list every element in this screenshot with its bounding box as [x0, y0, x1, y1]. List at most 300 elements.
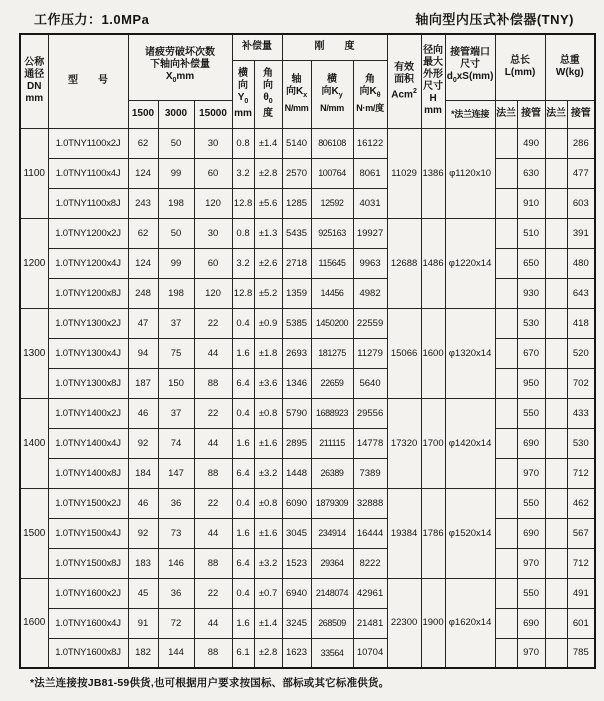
ky-cell: 234914 — [311, 518, 353, 548]
y0-cell: 6.1 — [232, 638, 254, 668]
spec-row — [20, 308, 595, 338]
theta0-cell: ±3.2 — [254, 548, 282, 578]
theta0-cell: ±1.4 — [254, 608, 282, 638]
ktheta-cell: 32888 — [353, 488, 387, 518]
length-pipe-cell: 550 — [517, 398, 545, 428]
weight-flange-cell — [545, 398, 567, 428]
col-header-port-size: 接管端口 尺寸 $d_0xS(mm)$ — [445, 34, 495, 100]
y0-cell: 0.4 — [232, 398, 254, 428]
length-flange-cell — [495, 638, 517, 668]
theta0-cell: ±0.7 — [254, 578, 282, 608]
length-flange-cell — [495, 458, 517, 488]
x0-15000-cell: 44 — [194, 608, 232, 638]
kx-cell: 3045 — [282, 518, 311, 548]
theta0-cell: ±3.6 — [254, 368, 282, 398]
ky-cell: 115645 — [311, 248, 353, 278]
weight-flange-cell — [545, 518, 567, 548]
pressure-label: 工作压力：1.0MPa — [34, 12, 150, 27]
ktheta-cell: 4031 — [353, 188, 387, 218]
x0-15000-cell: 30 — [194, 218, 232, 248]
h-cell: 1600 — [421, 308, 445, 398]
y0-cell: 0.4 — [232, 308, 254, 338]
col-header-radial-dim: 径向 最大 外形 尺寸 H mm — [421, 34, 445, 128]
length-flange-cell — [495, 308, 517, 338]
weight-flange-cell — [545, 488, 567, 518]
length-flange-cell — [495, 518, 517, 548]
length-pipe-cell: 930 — [517, 278, 545, 308]
x0-1500-cell: 124 — [128, 248, 158, 278]
ky-cell: 26389 — [311, 458, 353, 488]
weight-pipe-cell: 712 — [567, 548, 595, 578]
ky-cell: 14456 — [311, 278, 353, 308]
theta0-cell: ±1.4 — [254, 128, 282, 158]
theta0-cell: ±1.6 — [254, 428, 282, 458]
x0-1500-cell: 92 — [128, 428, 158, 458]
length-pipe-cell: 970 — [517, 638, 545, 668]
title-bar — [0, 0, 604, 33]
weight-pipe-cell: 712 — [567, 458, 595, 488]
ktheta-cell: 11279 — [353, 338, 387, 368]
ktheta-cell: 14778 — [353, 428, 387, 458]
x0-1500-cell: 92 — [128, 518, 158, 548]
footnote: *法兰连接按JB81-59供货,也可根据用户要求按国标、部标或其它标准供货。 — [30, 677, 390, 689]
theta0-cell: ±0.8 — [254, 398, 282, 428]
dn-cell: 1300 — [20, 308, 48, 398]
model-cell: 1.0TNY1100x4J — [48, 158, 128, 188]
ky-cell: 100764 — [311, 158, 353, 188]
x0-3000-cell: 37 — [158, 398, 194, 428]
dn-cell: 1100 — [20, 128, 48, 218]
col-header-ky: 横 向$K_y$ N/mm — [311, 60, 353, 128]
spec-row — [20, 458, 595, 488]
model-cell: 1.0TNY1100x8J — [48, 188, 128, 218]
x0-1500-cell: 94 — [128, 338, 158, 368]
model-cell: 1.0TNY1200x4J — [48, 248, 128, 278]
ky-cell: 33564 — [311, 638, 353, 668]
y0-cell: 6.4 — [232, 368, 254, 398]
page-title: 轴向型内压式补偿器(TNY) — [415, 12, 574, 27]
weight-flange-cell — [545, 278, 567, 308]
spec-row — [20, 638, 595, 668]
model-cell: 1.0TNY1400x8J — [48, 458, 128, 488]
kx-cell: 3245 — [282, 608, 311, 638]
ktheta-cell: 19927 — [353, 218, 387, 248]
kx-cell: 2718 — [282, 248, 311, 278]
area-cell: 15066 — [387, 308, 421, 398]
y0-cell: 0.8 — [232, 128, 254, 158]
ky-cell: 1688923 — [311, 398, 353, 428]
length-pipe-cell: 550 — [517, 488, 545, 518]
theta0-cell: ±3.2 — [254, 458, 282, 488]
length-pipe-cell: 910 — [517, 188, 545, 218]
y0-cell: 3.2 — [232, 158, 254, 188]
y0-cell: 0.4 — [232, 578, 254, 608]
ktheta-cell: 9963 — [353, 248, 387, 278]
col-header-model: 型 号 — [48, 34, 128, 128]
h-cell: 1386 — [421, 128, 445, 218]
dn-cell: 1500 — [20, 488, 48, 578]
ktheta-cell: 29556 — [353, 398, 387, 428]
theta0-cell: ±2.6 — [254, 248, 282, 278]
ky-cell: 181275 — [311, 338, 353, 368]
weight-pipe-cell: 603 — [567, 188, 595, 218]
length-flange-cell — [495, 128, 517, 158]
ktheta-cell: 8222 — [353, 548, 387, 578]
weight-pipe-cell: 477 — [567, 158, 595, 188]
y0-cell: 6.4 — [232, 548, 254, 578]
kx-cell: 1285 — [282, 188, 311, 218]
x0-15000-cell: 60 — [194, 248, 232, 278]
weight-pipe-cell: 530 — [567, 428, 595, 458]
col-header-fatigue-group: 诸疲劳破坏次数 下轴向补偿量 $X_0mm$ — [128, 34, 232, 100]
kx-cell: 1623 — [282, 638, 311, 668]
area-cell: 12688 — [387, 218, 421, 308]
model-cell: 1.0TNY1200x2J — [48, 218, 128, 248]
kx-cell: 5790 — [282, 398, 311, 428]
port-size-cell: φ1520x14 — [445, 488, 495, 578]
x0-3000-cell: 37 — [158, 308, 194, 338]
h-cell: 1700 — [421, 398, 445, 488]
ktheta-cell: 22559 — [353, 308, 387, 338]
x0-3000-cell: 150 — [158, 368, 194, 398]
col-header-stiffness-group: 刚 度 — [282, 34, 387, 60]
ky-cell: 1879309 — [311, 488, 353, 518]
x0-3000-cell: 99 — [158, 248, 194, 278]
weight-pipe-cell: 702 — [567, 368, 595, 398]
col-header-cycles-15000: 15000 — [194, 100, 232, 128]
model-cell: 1.0TNY1500x2J — [48, 488, 128, 518]
x0-15000-cell: 22 — [194, 308, 232, 338]
length-flange-cell — [495, 188, 517, 218]
length-pipe-cell: 970 — [517, 548, 545, 578]
model-cell: 1.0TNY1100x2J — [48, 128, 128, 158]
theta0-cell: ±2.8 — [254, 638, 282, 668]
length-pipe-cell: 690 — [517, 608, 545, 638]
kx-cell: 1448 — [282, 458, 311, 488]
weight-pipe-cell: 520 — [567, 338, 595, 368]
model-cell: 1.0TNY1400x2J — [48, 398, 128, 428]
theta0-cell: ±5.6 — [254, 188, 282, 218]
weight-pipe-cell: 601 — [567, 608, 595, 638]
port-size-cell: φ1420x14 — [445, 398, 495, 488]
ky-cell: 29364 — [311, 548, 353, 578]
spec-row — [20, 488, 595, 518]
port-size-cell: φ1620x14 — [445, 578, 495, 668]
ktheta-cell: 10704 — [353, 638, 387, 668]
length-flange-cell — [495, 428, 517, 458]
spec-row — [20, 518, 595, 548]
col-header-weight-pipe: 接管 — [567, 100, 595, 128]
spec-row — [20, 338, 595, 368]
x0-3000-cell: 99 — [158, 158, 194, 188]
x0-15000-cell: 88 — [194, 368, 232, 398]
spec-row — [20, 188, 595, 218]
col-header-cycles-3000: 3000 — [158, 100, 194, 128]
x0-1500-cell: 243 — [128, 188, 158, 218]
length-pipe-cell: 670 — [517, 338, 545, 368]
kx-cell: 5435 — [282, 218, 311, 248]
spec-row — [20, 428, 595, 458]
y0-cell: 12.8 — [232, 278, 254, 308]
ktheta-cell: 16122 — [353, 128, 387, 158]
y0-cell: 1.6 — [232, 428, 254, 458]
weight-flange-cell — [545, 338, 567, 368]
x0-1500-cell: 62 — [128, 128, 158, 158]
theta0-cell: ±5.2 — [254, 278, 282, 308]
length-flange-cell — [495, 488, 517, 518]
length-flange-cell — [495, 278, 517, 308]
kx-cell: 2693 — [282, 338, 311, 368]
x0-3000-cell: 73 — [158, 518, 194, 548]
col-header-weight-flange: 法兰 — [545, 100, 567, 128]
col-header-total-length: 总长 L(mm) — [495, 34, 545, 100]
theta0-cell: ±1.8 — [254, 338, 282, 368]
x0-15000-cell: 30 — [194, 128, 232, 158]
x0-1500-cell: 62 — [128, 218, 158, 248]
weight-flange-cell — [545, 218, 567, 248]
ky-cell: 211115 — [311, 428, 353, 458]
y0-cell: 0.4 — [232, 488, 254, 518]
model-cell: 1.0TNY1300x4J — [48, 338, 128, 368]
y0-cell: 12.8 — [232, 188, 254, 218]
h-cell: 1486 — [421, 218, 445, 308]
length-pipe-cell: 950 — [517, 368, 545, 398]
spec-row — [20, 368, 595, 398]
kx-cell: 1346 — [282, 368, 311, 398]
weight-flange-cell — [545, 248, 567, 278]
x0-1500-cell: 46 — [128, 488, 158, 518]
kx-cell: 6090 — [282, 488, 311, 518]
model-cell: 1.0TNY1200x8J — [48, 278, 128, 308]
theta0-cell: ±1.6 — [254, 518, 282, 548]
kx-cell: 1523 — [282, 548, 311, 578]
x0-3000-cell: 36 — [158, 578, 194, 608]
ktheta-cell: 4982 — [353, 278, 387, 308]
theta0-cell: ±0.8 — [254, 488, 282, 518]
length-pipe-cell: 630 — [517, 158, 545, 188]
weight-pipe-cell: 418 — [567, 308, 595, 338]
theta0-cell: ±1.3 — [254, 218, 282, 248]
dn-cell: 1200 — [20, 218, 48, 308]
weight-flange-cell — [545, 608, 567, 638]
ktheta-cell: 7389 — [353, 458, 387, 488]
ktheta-cell: 42961 — [353, 578, 387, 608]
length-pipe-cell: 550 — [517, 578, 545, 608]
x0-3000-cell: 146 — [158, 548, 194, 578]
ky-cell: 268509 — [311, 608, 353, 638]
kx-cell: 5385 — [282, 308, 311, 338]
x0-3000-cell: 74 — [158, 428, 194, 458]
spec-table — [19, 33, 596, 669]
x0-3000-cell: 198 — [158, 278, 194, 308]
x0-1500-cell: 183 — [128, 548, 158, 578]
spec-row — [20, 608, 595, 638]
x0-15000-cell: 44 — [194, 338, 232, 368]
ky-cell: 806108 — [311, 128, 353, 158]
weight-pipe-cell: 462 — [567, 488, 595, 518]
col-header-angular-theta0: 角 向 $\theta_0$ 度 — [254, 60, 282, 128]
model-cell: 1.0TNY1500x8J — [48, 548, 128, 578]
x0-3000-cell: 36 — [158, 488, 194, 518]
x0-1500-cell: 248 — [128, 278, 158, 308]
spec-row — [20, 158, 595, 188]
col-header-total-weight: 总重 W(kg) — [545, 34, 595, 100]
length-pipe-cell: 530 — [517, 308, 545, 338]
length-pipe-cell: 690 — [517, 428, 545, 458]
x0-15000-cell: 120 — [194, 278, 232, 308]
ky-cell: 12592 — [311, 188, 353, 218]
kx-cell: 1359 — [282, 278, 311, 308]
kx-cell: 6940 — [282, 578, 311, 608]
weight-pipe-cell: 567 — [567, 518, 595, 548]
table-body — [20, 128, 595, 668]
col-header-cycles-1500: 1500 — [128, 100, 158, 128]
y0-cell: 3.2 — [232, 248, 254, 278]
model-cell: 1.0TNY1300x2J — [48, 308, 128, 338]
h-cell: 1786 — [421, 488, 445, 578]
weight-pipe-cell: 391 — [567, 218, 595, 248]
weight-pipe-cell: 286 — [567, 128, 595, 158]
weight-flange-cell — [545, 368, 567, 398]
dn-cell: 1600 — [20, 578, 48, 668]
spec-row — [20, 128, 595, 158]
length-pipe-cell: 650 — [517, 248, 545, 278]
model-cell: 1.0TNY1600x4J — [48, 608, 128, 638]
col-header-flange-connection: *法兰连接 — [445, 100, 495, 128]
weight-flange-cell — [545, 548, 567, 578]
y0-cell: 0.8 — [232, 218, 254, 248]
ktheta-cell: 21481 — [353, 608, 387, 638]
length-flange-cell — [495, 218, 517, 248]
dn-cell: 1400 — [20, 398, 48, 488]
weight-pipe-cell: 491 — [567, 578, 595, 608]
y0-cell: 1.6 — [232, 338, 254, 368]
x0-15000-cell: 44 — [194, 428, 232, 458]
area-cell: 19384 — [387, 488, 421, 578]
length-flange-cell — [495, 248, 517, 278]
length-pipe-cell: 690 — [517, 518, 545, 548]
length-pipe-cell: 970 — [517, 458, 545, 488]
weight-pipe-cell: 785 — [567, 638, 595, 668]
col-header-kx: 轴 向$K_x$ N/mm — [282, 60, 311, 128]
col-header-length-flange: 法兰 — [495, 100, 517, 128]
x0-3000-cell: 144 — [158, 638, 194, 668]
weight-flange-cell — [545, 128, 567, 158]
x0-3000-cell: 50 — [158, 128, 194, 158]
col-header-area: 有效 面积 Acm$^2$ — [387, 34, 421, 128]
theta0-cell: ±2.8 — [254, 158, 282, 188]
port-size-cell: φ1220x14 — [445, 218, 495, 308]
x0-3000-cell: 50 — [158, 218, 194, 248]
spec-row — [20, 248, 595, 278]
ktheta-cell: 8061 — [353, 158, 387, 188]
length-flange-cell — [495, 338, 517, 368]
model-cell: 1.0TNY1400x4J — [48, 428, 128, 458]
x0-1500-cell: 46 — [128, 398, 158, 428]
ky-cell: 1450200 — [311, 308, 353, 338]
y0-cell: 1.6 — [232, 608, 254, 638]
length-flange-cell — [495, 398, 517, 428]
col-header-length-pipe: 接管 — [517, 100, 545, 128]
length-flange-cell — [495, 158, 517, 188]
col-header-lateral-y0: 横 向 $Y_0$ mm — [232, 60, 254, 128]
col-header-dn: 公称 通径 DN mm — [20, 34, 48, 128]
h-cell: 1900 — [421, 578, 445, 668]
length-pipe-cell: 510 — [517, 218, 545, 248]
port-size-cell: φ1320x14 — [445, 308, 495, 398]
x0-15000-cell: 22 — [194, 578, 232, 608]
x0-1500-cell: 187 — [128, 368, 158, 398]
weight-pipe-cell: 480 — [567, 248, 595, 278]
port-size-cell: φ1120x10 — [445, 128, 495, 218]
area-cell: 22300 — [387, 578, 421, 668]
model-cell: 1.0TNY1300x8J — [48, 368, 128, 398]
spec-row — [20, 218, 595, 248]
x0-3000-cell: 72 — [158, 608, 194, 638]
x0-3000-cell: 75 — [158, 338, 194, 368]
kx-cell: 5140 — [282, 128, 311, 158]
x0-1500-cell: 184 — [128, 458, 158, 488]
x0-3000-cell: 198 — [158, 188, 194, 218]
length-flange-cell — [495, 368, 517, 398]
weight-flange-cell — [545, 188, 567, 218]
x0-15000-cell: 60 — [194, 158, 232, 188]
length-flange-cell — [495, 548, 517, 578]
kx-cell: 2895 — [282, 428, 311, 458]
ktheta-cell: 16444 — [353, 518, 387, 548]
area-cell: 17320 — [387, 398, 421, 488]
x0-15000-cell: 22 — [194, 398, 232, 428]
x0-3000-cell: 147 — [158, 458, 194, 488]
model-cell: 1.0TNY1600x8J — [48, 638, 128, 668]
y0-cell: 1.6 — [232, 518, 254, 548]
model-cell: 1.0TNY1500x4J — [48, 518, 128, 548]
spec-row — [20, 278, 595, 308]
x0-1500-cell: 182 — [128, 638, 158, 668]
x0-1500-cell: 91 — [128, 608, 158, 638]
col-header-compensation-group: 补偿量 — [232, 34, 282, 60]
ktheta-cell: 5640 — [353, 368, 387, 398]
length-flange-cell — [495, 578, 517, 608]
kx-cell: 2570 — [282, 158, 311, 188]
ky-cell: 2148074 — [311, 578, 353, 608]
x0-1500-cell: 124 — [128, 158, 158, 188]
weight-flange-cell — [545, 638, 567, 668]
length-pipe-cell: 490 — [517, 128, 545, 158]
weight-flange-cell — [545, 458, 567, 488]
y0-cell: 6.4 — [232, 458, 254, 488]
x0-15000-cell: 88 — [194, 638, 232, 668]
weight-pipe-cell: 433 — [567, 398, 595, 428]
x0-15000-cell: 88 — [194, 458, 232, 488]
ky-cell: 925163 — [311, 218, 353, 248]
weight-flange-cell — [545, 158, 567, 188]
weight-flange-cell — [545, 428, 567, 458]
length-flange-cell — [495, 608, 517, 638]
weight-pipe-cell: 643 — [567, 278, 595, 308]
x0-1500-cell: 45 — [128, 578, 158, 608]
x0-15000-cell: 88 — [194, 548, 232, 578]
col-header-ktheta: 角 向$K_\theta$ N·m/度 — [353, 60, 387, 128]
x0-15000-cell: 120 — [194, 188, 232, 218]
theta0-cell: ±0.9 — [254, 308, 282, 338]
model-cell: 1.0TNY1600x2J — [48, 578, 128, 608]
spec-row — [20, 578, 595, 608]
x0-15000-cell: 22 — [194, 488, 232, 518]
area-cell: 11029 — [387, 128, 421, 218]
x0-1500-cell: 47 — [128, 308, 158, 338]
weight-flange-cell — [545, 578, 567, 608]
